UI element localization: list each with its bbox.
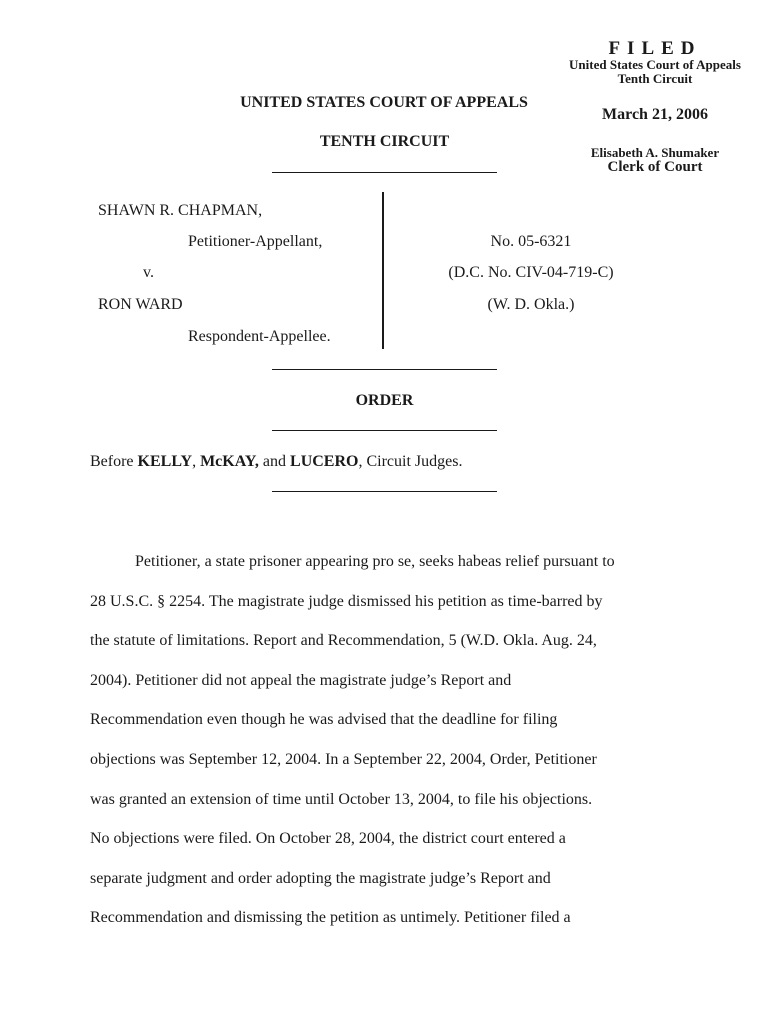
body-line: the statute of limitations. Report and Recommendation, 5 (W.D. Okla. Aug. 24, [90,632,597,649]
divider-rule [272,172,497,173]
petitioner-role: Petitioner-Appellant, [188,233,323,250]
judge-lucero: LUCERO [290,453,359,470]
clerk-name: Elisabeth A. Shumaker [590,145,720,160]
order-title: ORDER [355,392,414,409]
respondent-name: RON WARD [98,296,183,313]
filed-label: FILED [608,38,702,59]
stamp-circuit: Tenth Circuit [617,71,693,86]
caption-divider [382,192,384,349]
divider-rule [272,369,497,370]
respondent-role: Respondent-Appellee. [188,328,331,345]
filed-stamp [540,40,768,175]
panel-prefix: Before [90,453,138,470]
clerk-title: Clerk of Court [607,159,703,175]
body-line: No objections were filed. On October 28, 2004, the district court entered a [90,830,566,847]
body-line: was granted an extension of time until October 13, 2004, to file his objections. [90,791,593,808]
body-line: separate judgment and order adopting the magistrate judge’s Report and [90,870,551,887]
court-heading: UNITED STATES COURT OF APPEALS [240,94,528,111]
judge-kelly: KELLY [137,453,193,470]
judge-mckay: McKAY, [200,453,259,470]
versus-label: v. [143,264,154,281]
stamp-court: United States Court of Appeals [569,57,741,72]
body-line: objections was September 12, 2004. In a September 22, 2004, Order, Petitioner [90,751,597,768]
circuit-heading: TENTH CIRCUIT [319,133,450,150]
body-line: Petitioner, a state prisoner appearing pro se, seeks habeas relief pursuant to [135,553,615,570]
district-court: (W. D. Okla.) [487,296,575,313]
body-line: 28 U.S.C. § 2254. The magistrate judge dismissed his petition as time-barred by [90,593,603,610]
body-line: 2004). Petitioner did not appeal the magistrate judge’s Report and [90,672,512,689]
panel-separator: , [192,453,201,470]
body-line: Recommendation even though he was advised that the deadline for filing [90,711,558,728]
petitioner-name: SHAWN R. CHAPMAN, [98,202,263,219]
panel-suffix: , Circuit Judges. [358,453,463,470]
case-number: No. 05-6321 [490,233,572,250]
filed-date: March 21, 2006 [602,106,708,123]
panel-separator: and [258,453,291,470]
divider-rule [272,491,497,492]
district-case-number: (D.C. No. CIV-04-719-C) [448,264,614,281]
body-line: Recommendation and dismissing the petition as untimely. Petitioner filed a [90,909,571,926]
divider-rule [272,430,497,431]
panel-line [90,453,462,471]
